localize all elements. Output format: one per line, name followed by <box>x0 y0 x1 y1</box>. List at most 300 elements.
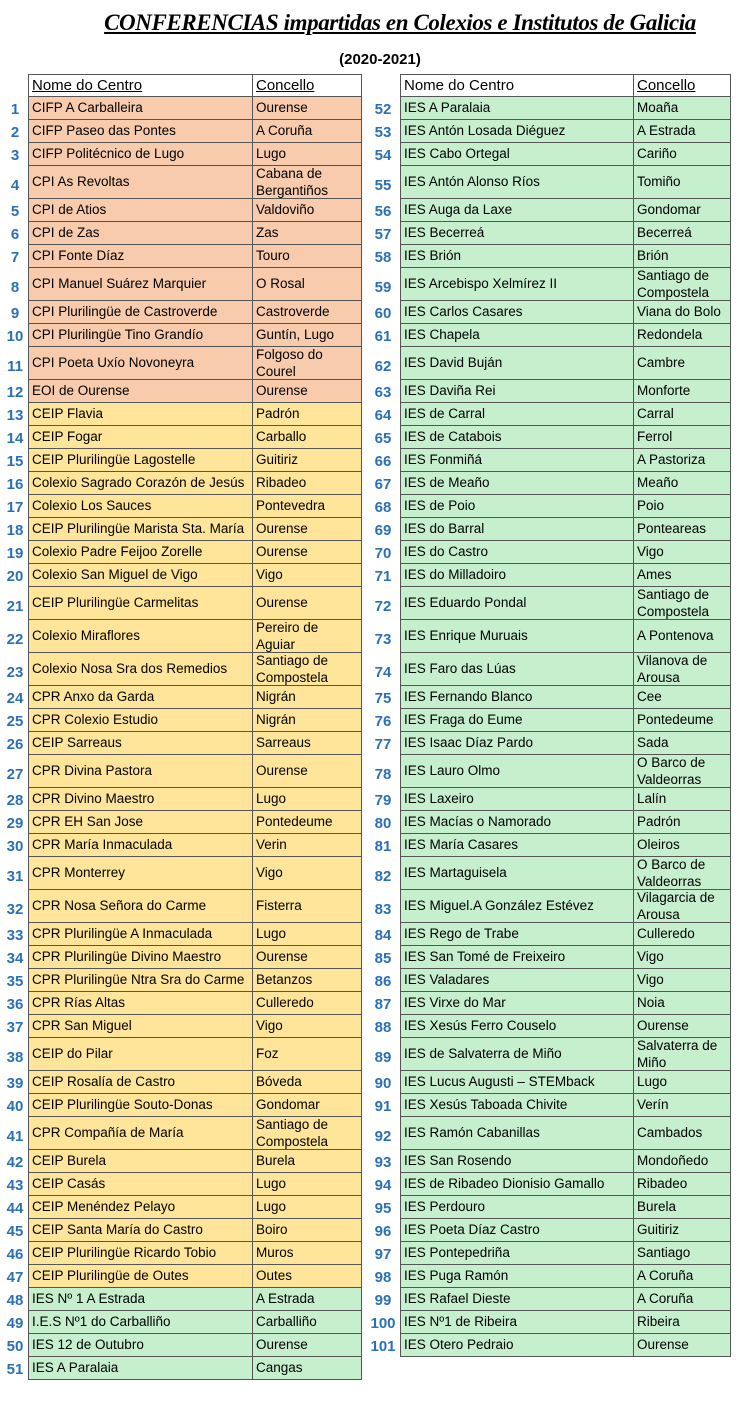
school-name: IES Perdouro <box>400 1196 634 1219</box>
school-council: Vigo <box>634 969 731 992</box>
school-council: Vigo <box>253 1015 362 1038</box>
row-number: 52 <box>374 100 392 118</box>
row-number: 88 <box>374 1018 392 1036</box>
school-council: Foz <box>253 1038 362 1071</box>
school-name: IES Brión <box>400 245 634 268</box>
school-council: Ponteareas <box>634 518 731 541</box>
school-council: Viana do Bolo <box>634 301 731 324</box>
row-number: 80 <box>374 814 392 832</box>
school-name: CEIP Flavia <box>28 403 253 426</box>
row-number: 93 <box>374 1153 392 1171</box>
school-council: Bóveda <box>253 1071 362 1094</box>
school-name: CPR Divina Pastora <box>28 755 253 788</box>
row-number: 11 <box>7 357 23 375</box>
row-number: 10 <box>6 327 24 345</box>
row-number: 2 <box>10 123 20 141</box>
school-name: CPR Nosa Señora do Carme <box>28 890 253 923</box>
school-council: Nigrán <box>253 686 362 709</box>
school-name: IES do Barral <box>400 518 634 541</box>
row-number: 100 <box>370 1314 396 1332</box>
school-name: CPI Plurilingüe de Castroverde <box>28 301 253 324</box>
school-council: Vigo <box>253 564 362 587</box>
school-council: Cabana de Bergantiños <box>253 166 362 199</box>
school-name: IES Isaac Díaz Pardo <box>400 732 634 755</box>
school-name: IES Auga da Laxe <box>400 199 634 222</box>
row-number: 22 <box>6 630 24 648</box>
school-name: IES Otero Pedraio <box>400 1334 634 1357</box>
school-name: EOI de Ourense <box>28 380 253 403</box>
school-council: Culleredo <box>253 992 362 1015</box>
school-council: Ourense <box>253 755 362 788</box>
school-council: Lugo <box>253 788 362 811</box>
school-council: Santiago de Compostela <box>253 653 362 686</box>
school-name: IES Martaguisela <box>400 857 634 890</box>
school-name: IES Poeta Díaz Castro <box>400 1219 634 1242</box>
row-number: 84 <box>374 926 392 944</box>
school-name: IES Carlos Casares <box>400 301 634 324</box>
school-council: Ferrol <box>634 426 731 449</box>
school-council: Ourense <box>253 380 362 403</box>
school-name: IES Lucus Augusti – STEMback <box>400 1071 634 1094</box>
school-council: Verin <box>253 834 362 857</box>
school-name: CPI de Zas <box>28 222 253 245</box>
row-number: 33 <box>6 926 24 944</box>
row-number: 38 <box>6 1048 24 1066</box>
school-name: Colexio Los Sauces <box>28 495 253 518</box>
row-number: 92 <box>374 1127 392 1145</box>
row-number: 35 <box>6 972 24 990</box>
school-name: CPR Plurilingüe Divino Maestro <box>28 946 253 969</box>
school-council: Muros <box>253 1242 362 1265</box>
school-name: IES Rafael Dieste <box>400 1288 634 1311</box>
school-name: IES de Meaño <box>400 472 634 495</box>
row-number: 34 <box>6 949 24 967</box>
school-council: Vigo <box>634 541 731 564</box>
school-name: CIFP Politécnico de Lugo <box>28 143 253 166</box>
row-number: 72 <box>374 597 392 615</box>
row-number: 30 <box>6 837 24 855</box>
school-council: Boiro <box>253 1219 362 1242</box>
school-name: CPI As Revoltas <box>28 166 253 199</box>
row-number: 70 <box>374 544 392 562</box>
school-name: CPR Compañía de María <box>28 1117 253 1150</box>
row-number: 48 <box>6 1291 24 1309</box>
school-council: Salvaterra de Miño <box>634 1038 731 1071</box>
school-name: IES Faro das Lúas <box>400 653 634 686</box>
row-number: 27 <box>6 765 24 783</box>
school-council: Lugo <box>253 143 362 166</box>
school-name: IES de Carral <box>400 403 634 426</box>
row-number: 43 <box>6 1176 24 1194</box>
school-council: Ourense <box>253 587 362 620</box>
row-number: 23 <box>6 663 24 681</box>
school-name: IES Eduardo Pondal <box>400 587 634 620</box>
school-name: I.E.S Nº1 do Carballiño <box>28 1311 253 1334</box>
school-name: CEIP Plurilingüe Carmelitas <box>28 587 253 620</box>
school-council: Sarreaus <box>253 732 362 755</box>
row-number: 45 <box>6 1222 24 1240</box>
school-name: CEIP Fogar <box>28 426 253 449</box>
school-council: Touro <box>253 245 362 268</box>
row-number: 85 <box>374 949 392 967</box>
school-council: Lugo <box>634 1071 731 1094</box>
row-number: 101 <box>370 1337 396 1355</box>
school-council: Castroverde <box>253 301 362 324</box>
school-council: Poio <box>634 495 731 518</box>
school-name: IES A Paralaia <box>28 1357 253 1380</box>
school-council: Padrón <box>253 403 362 426</box>
row-number: 5 <box>10 202 20 220</box>
school-name: CPR Plurilingüe A Inmaculada <box>28 923 253 946</box>
school-council: Ribeira <box>634 1311 731 1334</box>
school-council: Guitiriz <box>253 449 362 472</box>
row-number: 1 <box>10 100 20 118</box>
school-name: IES Enrique Muruais <box>400 620 634 653</box>
school-council: Cangas <box>253 1357 362 1380</box>
school-council: Ribadeo <box>253 472 362 495</box>
school-name: IES de Poio <box>400 495 634 518</box>
row-number: 66 <box>374 452 392 470</box>
school-council: Santiago de Compostela <box>253 1117 362 1150</box>
row-number: 49 <box>6 1314 24 1332</box>
row-number: 58 <box>374 248 392 266</box>
school-name: IES Fraga do Eume <box>400 709 634 732</box>
school-name: CEIP Burela <box>28 1150 253 1173</box>
school-council: Lugo <box>253 923 362 946</box>
left-header-name: Nome do Centro <box>28 74 253 97</box>
row-number: 63 <box>374 383 392 401</box>
school-council: Lugo <box>253 1196 362 1219</box>
school-council: Vilanova de Arousa <box>634 653 731 686</box>
row-number: 82 <box>374 867 392 885</box>
school-council: Zas <box>253 222 362 245</box>
school-council: A Estrada <box>253 1288 362 1311</box>
school-name: CEIP Plurilingüe Marista Sta. María <box>28 518 253 541</box>
row-number: 13 <box>6 406 24 424</box>
school-council: Verín <box>634 1094 731 1117</box>
row-number: 97 <box>374 1245 392 1263</box>
row-number: 75 <box>374 689 392 707</box>
school-council: Burela <box>634 1196 731 1219</box>
row-number: 89 <box>374 1048 392 1066</box>
school-council: Santiago de Compostela <box>634 587 731 620</box>
school-name: IES Antón Losada Diéguez <box>400 120 634 143</box>
school-council: Fisterra <box>253 890 362 923</box>
school-name: IES Becerreá <box>400 222 634 245</box>
school-name: CEIP Plurilingüe de Outes <box>28 1265 253 1288</box>
school-council: Ourense <box>253 1334 362 1357</box>
school-name: CEIP Menéndez Pelayo <box>28 1196 253 1219</box>
school-name: CPI Manuel Suárez Marquier <box>28 268 253 301</box>
school-council: Lalín <box>634 788 731 811</box>
row-number: 8 <box>10 278 20 296</box>
row-number: 16 <box>6 475 24 493</box>
school-council: Carballiño <box>253 1311 362 1334</box>
school-name: IES Ramón Cabanillas <box>400 1117 634 1150</box>
school-name: IES Antón Alonso Ríos <box>400 166 634 199</box>
school-name: CPI Poeta Uxío Novoneyra <box>28 347 253 380</box>
school-name: CPR Rías Altas <box>28 992 253 1015</box>
row-number: 83 <box>374 900 392 918</box>
row-number: 76 <box>374 712 392 730</box>
right-header-council: Concello <box>634 74 731 97</box>
school-name: IES Arcebispo Xelmírez II <box>400 268 634 301</box>
row-number: 14 <box>6 429 24 447</box>
school-council: Nigrán <box>253 709 362 732</box>
school-name: IES 12 de Outubro <box>28 1334 253 1357</box>
row-number: 79 <box>374 791 392 809</box>
school-name: CPI Plurilingüe Tino Grandío <box>28 324 253 347</box>
school-name: Colexio Padre Feijoo Zorelle <box>28 541 253 564</box>
school-council: Redondela <box>634 324 731 347</box>
school-council: Ourense <box>253 541 362 564</box>
school-name: IES Laxeiro <box>400 788 634 811</box>
school-council: Pontedeume <box>253 811 362 834</box>
school-name: IES Virxe do Mar <box>400 992 634 1015</box>
school-council: Moaña <box>634 97 731 120</box>
school-council: Carballo <box>253 426 362 449</box>
school-name: CPR Anxo da Garda <box>28 686 253 709</box>
school-name: CPR Colexio Estudio <box>28 709 253 732</box>
school-name: IES María Casares <box>400 834 634 857</box>
school-council: Santiago de Compostela <box>634 268 731 301</box>
school-name: IES do Castro <box>400 541 634 564</box>
school-council: Meaño <box>634 472 731 495</box>
school-name: IES San Tomé de Freixeiro <box>400 946 634 969</box>
school-name: IES Xesús Taboada Chivite <box>400 1094 634 1117</box>
row-number: 67 <box>374 475 392 493</box>
school-name: IES San Rosendo <box>400 1150 634 1173</box>
school-name: IES Xesús Ferro Couselo <box>400 1015 634 1038</box>
school-council: Pontedeume <box>634 709 731 732</box>
school-council: Cambados <box>634 1117 731 1150</box>
row-number: 41 <box>6 1127 24 1145</box>
school-name: IES Lauro Olmo <box>400 755 634 788</box>
row-number: 95 <box>374 1199 392 1217</box>
row-number: 69 <box>374 521 392 539</box>
right-header-name: Nome do Centro <box>400 74 634 97</box>
school-council: Santiago <box>634 1242 731 1265</box>
row-number: 81 <box>374 837 392 855</box>
school-council: Oleiros <box>634 834 731 857</box>
row-number: 86 <box>374 972 392 990</box>
school-council: Ourense <box>253 97 362 120</box>
row-number: 31 <box>6 867 24 885</box>
row-number: 99 <box>374 1291 392 1309</box>
row-number: 55 <box>374 176 392 194</box>
school-name: IES Puga Ramón <box>400 1265 634 1288</box>
row-number: 25 <box>6 712 24 730</box>
school-council: Padrón <box>634 811 731 834</box>
row-number: 26 <box>6 735 24 753</box>
row-number: 44 <box>6 1199 24 1217</box>
school-council: Lugo <box>253 1173 362 1196</box>
school-council: Gondomar <box>634 199 731 222</box>
school-name: IES Macías o Namorado <box>400 811 634 834</box>
school-council: Betanzos <box>253 969 362 992</box>
row-number: 15 <box>6 452 24 470</box>
row-number: 29 <box>6 814 24 832</box>
row-number: 90 <box>374 1074 392 1092</box>
school-name: CIFP A Carballeira <box>28 97 253 120</box>
row-number: 32 <box>6 900 24 918</box>
school-name: CEIP Casás <box>28 1173 253 1196</box>
row-number: 50 <box>6 1337 24 1355</box>
school-name: IES Daviña Rei <box>400 380 634 403</box>
row-number: 28 <box>6 791 24 809</box>
school-name: IES A Paralaia <box>400 97 634 120</box>
row-number: 60 <box>374 304 392 322</box>
row-number: 71 <box>374 567 392 585</box>
school-council: Guitiriz <box>634 1219 731 1242</box>
school-council: A Coruña <box>253 120 362 143</box>
row-number: 36 <box>6 995 24 1013</box>
school-name: CIFP Paseo das Pontes <box>28 120 253 143</box>
row-number: 20 <box>6 567 24 585</box>
school-council: Ourense <box>634 1334 731 1357</box>
row-number: 98 <box>374 1268 392 1286</box>
school-council: Culleredo <box>634 923 731 946</box>
school-council: Tomiño <box>634 166 731 199</box>
school-council: Ourense <box>253 946 362 969</box>
school-name: IES de Catabois <box>400 426 634 449</box>
row-number: 87 <box>374 995 392 1013</box>
school-council: Carral <box>634 403 731 426</box>
school-council: A Estrada <box>634 120 731 143</box>
school-name: CPR Divino Maestro <box>28 788 253 811</box>
school-name: Colexio Miraflores <box>28 620 253 653</box>
row-number: 61 <box>374 327 392 345</box>
school-council: Becerreá <box>634 222 731 245</box>
row-number: 9 <box>10 304 20 322</box>
school-name: IES Fernando Blanco <box>400 686 634 709</box>
school-name: CEIP do Pilar <box>28 1038 253 1071</box>
row-number: 17 <box>6 498 24 516</box>
school-name: IES Cabo Ortegal <box>400 143 634 166</box>
school-council: A Pastoriza <box>634 449 731 472</box>
row-number: 40 <box>6 1097 24 1115</box>
page-title: CONFERENCIAS impartidas en Colexios e Institutos de Galicia <box>104 10 696 35</box>
row-number: 62 <box>374 357 392 375</box>
row-number: 47 <box>6 1268 24 1286</box>
school-council: Cariño <box>634 143 731 166</box>
school-name: Colexio Sagrado Corazón de Jesús <box>28 472 253 495</box>
school-name: IES do Milladoiro <box>400 564 634 587</box>
school-name: IES David Buján <box>400 347 634 380</box>
school-council: Vigo <box>634 946 731 969</box>
school-name: IES Nº 1 A Estrada <box>28 1288 253 1311</box>
school-name: CPR María Inmaculada <box>28 834 253 857</box>
school-name: CPR Monterrey <box>28 857 253 890</box>
row-number: 21 <box>6 597 24 615</box>
row-number: 12 <box>6 383 24 401</box>
school-council: Ribadeo <box>634 1173 731 1196</box>
row-number: 53 <box>374 123 392 141</box>
school-council: Cambre <box>634 347 731 380</box>
row-number: 78 <box>374 765 392 783</box>
school-council: Ourense <box>634 1015 731 1038</box>
row-number: 74 <box>374 663 392 681</box>
row-number: 56 <box>374 202 392 220</box>
school-name: CEIP Rosalía de Castro <box>28 1071 253 1094</box>
row-number: 51 <box>6 1360 24 1378</box>
left-header-council: Concello <box>253 74 362 97</box>
row-number: 64 <box>374 406 392 424</box>
school-council: Folgoso do Courel <box>253 347 362 380</box>
row-number: 54 <box>374 146 392 164</box>
school-name: IES Valadares <box>400 969 634 992</box>
row-number: 3 <box>10 146 20 164</box>
row-number: 6 <box>10 225 20 243</box>
school-name: IES de Salvaterra de Miño <box>400 1038 634 1071</box>
school-council: Vilagarcia de Arousa <box>634 890 731 923</box>
school-council: Sada <box>634 732 731 755</box>
row-number: 24 <box>6 689 24 707</box>
school-name: IES Chapela <box>400 324 634 347</box>
school-name: CPI Fonte Díaz <box>28 245 253 268</box>
school-name: Colexio Nosa Sra dos Remedios <box>28 653 253 686</box>
school-council: Gondomar <box>253 1094 362 1117</box>
school-council: Mondoñedo <box>634 1150 731 1173</box>
school-name: IES Pontepedriña <box>400 1242 634 1265</box>
school-council: A Coruña <box>634 1265 731 1288</box>
row-number: 18 <box>6 521 24 539</box>
school-council: Guntín, Lugo <box>253 324 362 347</box>
row-number: 96 <box>374 1222 392 1240</box>
row-number: 37 <box>6 1018 24 1036</box>
page-subtitle: (2020-2021) <box>339 51 421 68</box>
school-council: O Barco de Valdeorras <box>634 755 731 788</box>
row-number: 57 <box>374 225 392 243</box>
school-name: CPR Plurilingüe Ntra Sra do Carme <box>28 969 253 992</box>
row-number: 42 <box>6 1153 24 1171</box>
school-name: IES de Ribadeo Dionisio Gamallo <box>400 1173 634 1196</box>
row-number: 77 <box>374 735 392 753</box>
school-name: IES Miguel.A González Estévez <box>400 890 634 923</box>
school-council: O Rosal <box>253 268 362 301</box>
row-number: 4 <box>10 176 20 194</box>
school-name: Colexio San Miguel de Vigo <box>28 564 253 587</box>
row-number: 7 <box>10 248 20 266</box>
school-council: A Pontenova <box>634 620 731 653</box>
school-council: Outes <box>253 1265 362 1288</box>
school-name: CEIP Plurilingüe Souto-Donas <box>28 1094 253 1117</box>
row-number: 59 <box>374 278 392 296</box>
school-name: IES Nº1 de Ribeira <box>400 1311 634 1334</box>
school-council: Ourense <box>253 518 362 541</box>
row-number: 65 <box>374 429 392 447</box>
school-council: Pereiro de Aguiar <box>253 620 362 653</box>
school-council: Monforte <box>634 380 731 403</box>
school-name: CPR EH San Jose <box>28 811 253 834</box>
school-council: Brión <box>634 245 731 268</box>
row-number: 19 <box>6 544 24 562</box>
school-council: Valdoviño <box>253 199 362 222</box>
school-name: CEIP Plurilingüe Lagostelle <box>28 449 253 472</box>
school-council: Ames <box>634 564 731 587</box>
school-name: IES Rego de Trabe <box>400 923 634 946</box>
school-council: O Barco de Valdeorras <box>634 857 731 890</box>
row-number: 91 <box>374 1097 392 1115</box>
school-council: A Coruña <box>634 1288 731 1311</box>
school-name: CPI de Atios <box>28 199 253 222</box>
school-council: Cee <box>634 686 731 709</box>
school-council: Burela <box>253 1150 362 1173</box>
row-number: 46 <box>6 1245 24 1263</box>
row-number: 94 <box>374 1176 392 1194</box>
school-name: CEIP Santa María do Castro <box>28 1219 253 1242</box>
school-name: IES Fonmiñá <box>400 449 634 472</box>
